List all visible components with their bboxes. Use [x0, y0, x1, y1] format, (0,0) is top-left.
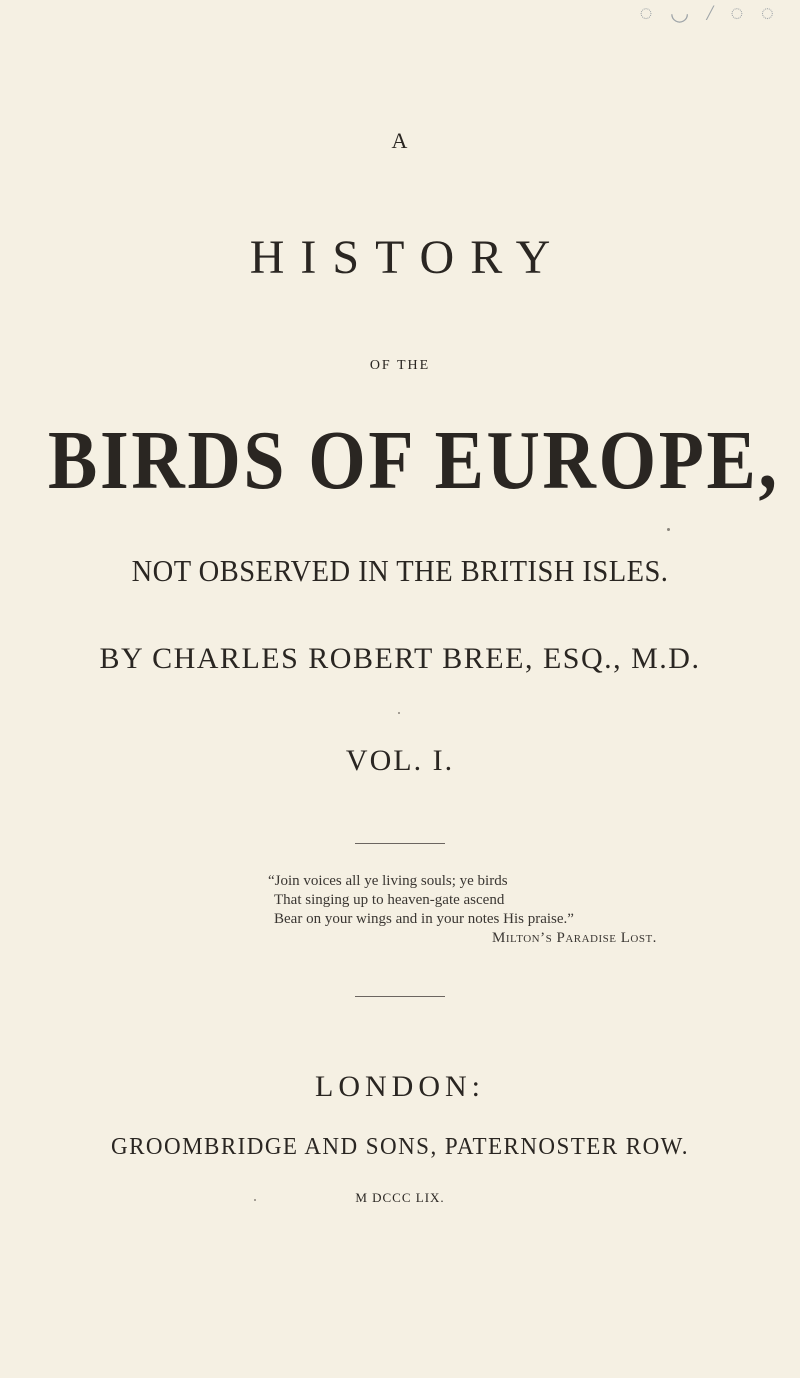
title-main: BIRDS OF EUROPE,: [48, 414, 780, 507]
divider-rule: [355, 843, 445, 844]
title-of-the: OF THE: [369, 358, 431, 373]
title-article: A: [391, 128, 409, 153]
ink-speck: [667, 528, 670, 531]
imprint-city: LONDON:: [315, 1070, 485, 1103]
epigraph-attribution: Milton’s Paradise Lost.: [492, 930, 657, 946]
ink-speck: [398, 712, 400, 714]
library-shelf-mark: ◌ ◡ / ◌ ◌: [639, 0, 780, 25]
volume-number: VOL. I.: [345, 744, 455, 777]
epigraph: [268, 872, 657, 948]
epigraph-line: “Join voices all ye living souls; ye birds: [268, 873, 508, 889]
imprint-publisher: GROOMBRIDGE AND SONS, PATERNOSTER ROW.: [111, 1134, 689, 1160]
imprint-date: M DCCC LIX.: [355, 1190, 445, 1205]
divider-rule: [355, 996, 445, 997]
author-line: BY CHARLES ROBERT BREE, ESQ., M.D.: [99, 642, 701, 675]
title-subtitle: NOT OBSERVED IN THE BRITISH ISLES.: [131, 553, 669, 588]
epigraph-line: Bear on your wings and in your notes His praise.”: [274, 911, 574, 927]
epigraph-line: That singing up to heaven-gate ascend: [274, 892, 505, 908]
title-history: HISTORY: [249, 231, 567, 284]
